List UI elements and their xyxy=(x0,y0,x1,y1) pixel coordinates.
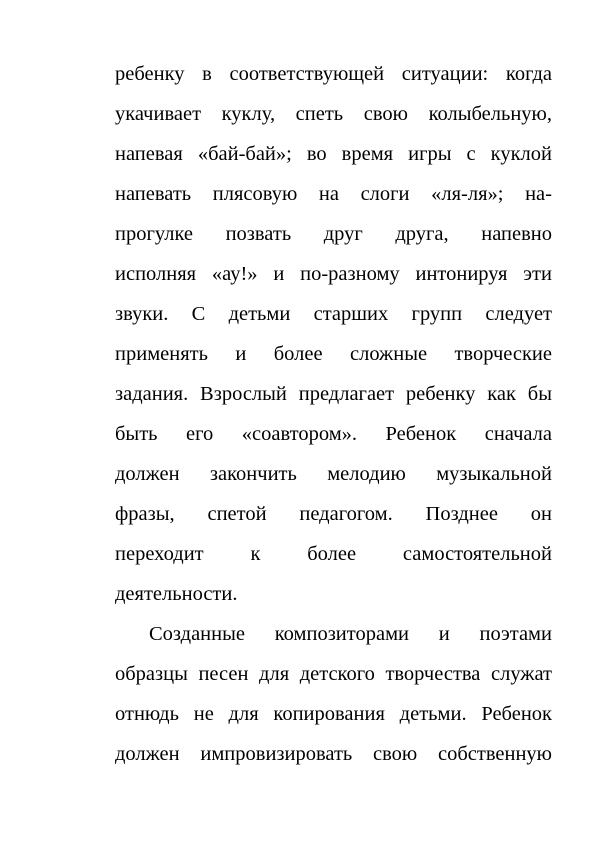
text-line: быть его «соавтором». Ребенок сначала xyxy=(115,423,552,445)
text-line: переходит к более самостоятельной xyxy=(115,543,552,565)
text-line: напевая «бай-бай»; во время игры с куклой xyxy=(115,143,552,165)
text-line: фразы, спетой педагогом. Позднее он xyxy=(115,503,552,525)
paragraph-first-line: Созданные композиторами и поэтами xyxy=(149,623,552,645)
text-line: должен импровизировать свою собственную xyxy=(115,743,552,765)
body-text xyxy=(115,62,552,782)
text-line: отнюдь не для копирования детьми. Ребенок xyxy=(115,703,552,725)
text-line: задания. Взрослый предлагает ребенку как бы xyxy=(115,383,552,405)
text-line: применять и более сложные творческие xyxy=(115,343,552,365)
text-line: прогулке позвать друг друга, напевно xyxy=(115,223,552,245)
text-line: звуки. С детьми старших групп следует xyxy=(115,303,552,325)
text-line: исполняя «ау!» и по-разному интонируя эти xyxy=(115,263,552,285)
text-line: образцы песен для детского творчества служат xyxy=(115,663,552,685)
paragraph-end-line: деятельности. xyxy=(115,583,238,605)
text-line: напевать плясовую на слоги «ля-ля»; на- xyxy=(115,183,552,205)
text-line: должен закончить мелодию музыкальной xyxy=(115,463,552,485)
text-line: укачивает куклу, спеть свою колыбельную, xyxy=(115,103,552,125)
text-line: ребенку в соответствующей ситуации: когда xyxy=(115,63,552,85)
